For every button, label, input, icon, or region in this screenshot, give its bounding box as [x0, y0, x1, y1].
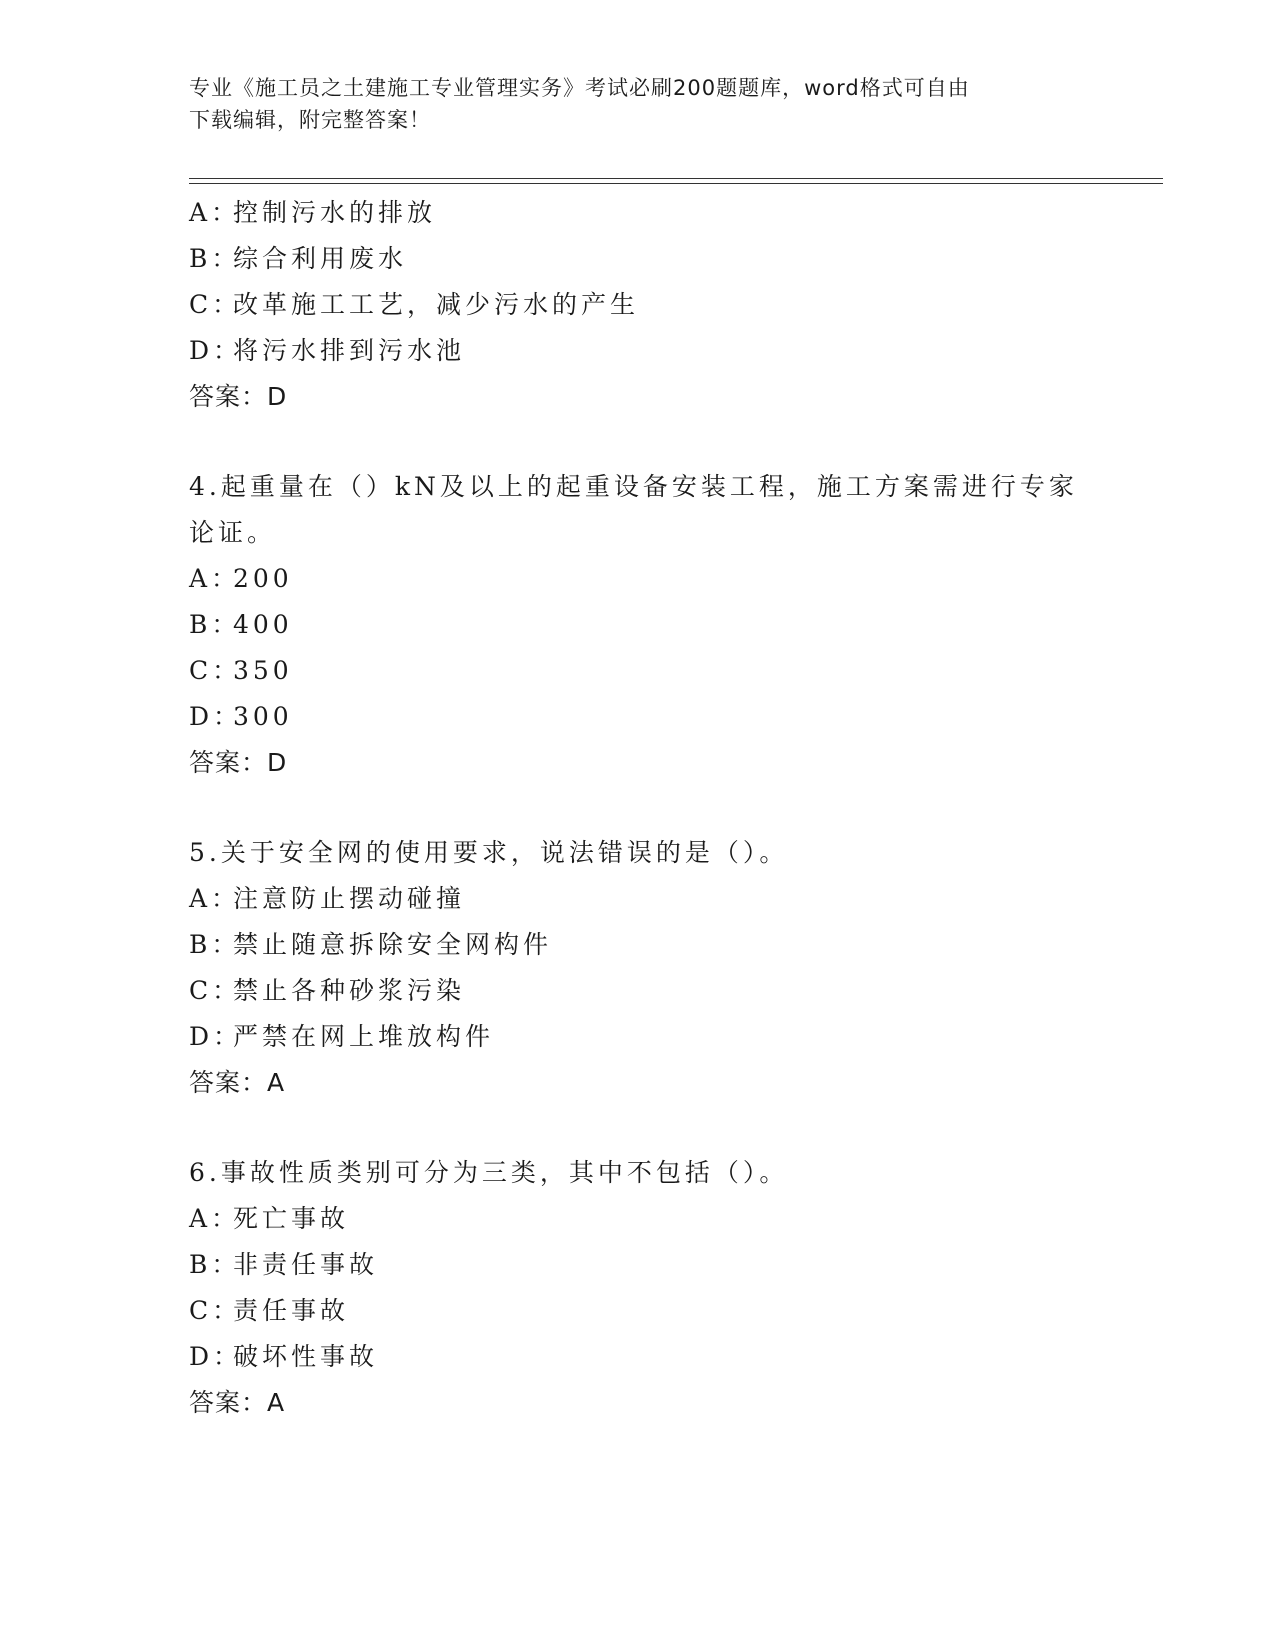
- option-text: 禁止随意拆除安全网构件: [233, 930, 553, 959]
- header-line-2: 下载编辑，附完整答案！: [189, 108, 431, 132]
- option-letter: A：: [189, 564, 241, 593]
- option-letter: B：: [189, 1250, 241, 1279]
- header-divider-top: [189, 178, 1163, 179]
- option-text: 破坏性事故: [233, 1342, 379, 1371]
- option-letter: D：: [189, 1342, 243, 1371]
- option-text: 200: [233, 564, 293, 593]
- question-6: [189, 1150, 1089, 1426]
- option-text: 控制污水的排放: [233, 198, 437, 227]
- question-5: [189, 830, 1089, 1106]
- option-b: [189, 236, 1089, 282]
- option-letter: C：: [189, 290, 242, 319]
- option-text: 300: [233, 702, 293, 731]
- document-header: [189, 72, 1069, 136]
- header-divider-bottom: [189, 183, 1163, 184]
- option-text: 350: [233, 656, 293, 685]
- option-d: [189, 694, 1089, 740]
- option-text: 综合利用废水: [233, 244, 408, 273]
- question-stem-continued: 论证。: [189, 518, 277, 547]
- question-3: [189, 190, 1089, 420]
- option-a: [189, 190, 1089, 236]
- option-c: [189, 282, 1089, 328]
- question-stem: 6.事故性质类别可分为三类，其中不包括（）。: [189, 1158, 789, 1187]
- option-text: 责任事故: [233, 1296, 350, 1325]
- answer-line: 答案：D: [189, 382, 288, 411]
- option-d: [189, 1334, 1089, 1380]
- option-a: [189, 1196, 1089, 1242]
- option-b: [189, 922, 1089, 968]
- option-letter: B：: [189, 244, 241, 273]
- option-c: [189, 648, 1089, 694]
- option-text: 注意防止摆动碰撞: [233, 884, 466, 913]
- option-a: [189, 876, 1089, 922]
- option-text: 严禁在网上堆放构件: [233, 1022, 495, 1051]
- option-letter: B：: [189, 610, 241, 639]
- option-a: [189, 556, 1089, 602]
- option-text: 400: [233, 610, 293, 639]
- option-b: [189, 1242, 1089, 1288]
- option-text: 改革施工工艺，减少污水的产生: [233, 290, 640, 319]
- question-stem: 5.关于安全网的使用要求，说法错误的是（）。: [189, 838, 789, 867]
- option-letter: D：: [189, 702, 243, 731]
- question-4: [189, 464, 1089, 786]
- option-d: [189, 1014, 1089, 1060]
- option-letter: A：: [189, 884, 241, 913]
- option-text: 将污水排到污水池: [233, 336, 466, 365]
- option-text: 禁止各种砂浆污染: [233, 976, 466, 1005]
- option-c: [189, 968, 1089, 1014]
- option-letter: C：: [189, 656, 242, 685]
- answer-line: 答案：A: [189, 1068, 286, 1097]
- answer-line: 答案：D: [189, 748, 288, 777]
- option-letter: A：: [189, 1204, 241, 1233]
- option-text: 非责任事故: [233, 1250, 379, 1279]
- option-b: [189, 602, 1089, 648]
- option-text: 死亡事故: [233, 1204, 350, 1233]
- option-letter: C：: [189, 1296, 242, 1325]
- option-letter: C：: [189, 976, 242, 1005]
- header-line-1: 专业《施工员之土建施工专业管理实务》考试必刷200题题库，word格式可自由: [189, 76, 970, 100]
- answer-line: 答案：A: [189, 1388, 286, 1417]
- option-letter: D：: [189, 1022, 243, 1051]
- option-letter: A：: [189, 198, 241, 227]
- question-stem: 4.起重量在（）kN及以上的起重设备安装工程，施工方案需进行专家: [189, 472, 1078, 501]
- option-letter: B：: [189, 930, 241, 959]
- option-letter: D：: [189, 336, 243, 365]
- question-list: [189, 190, 1089, 1426]
- option-c: [189, 1288, 1089, 1334]
- option-d: [189, 328, 1089, 374]
